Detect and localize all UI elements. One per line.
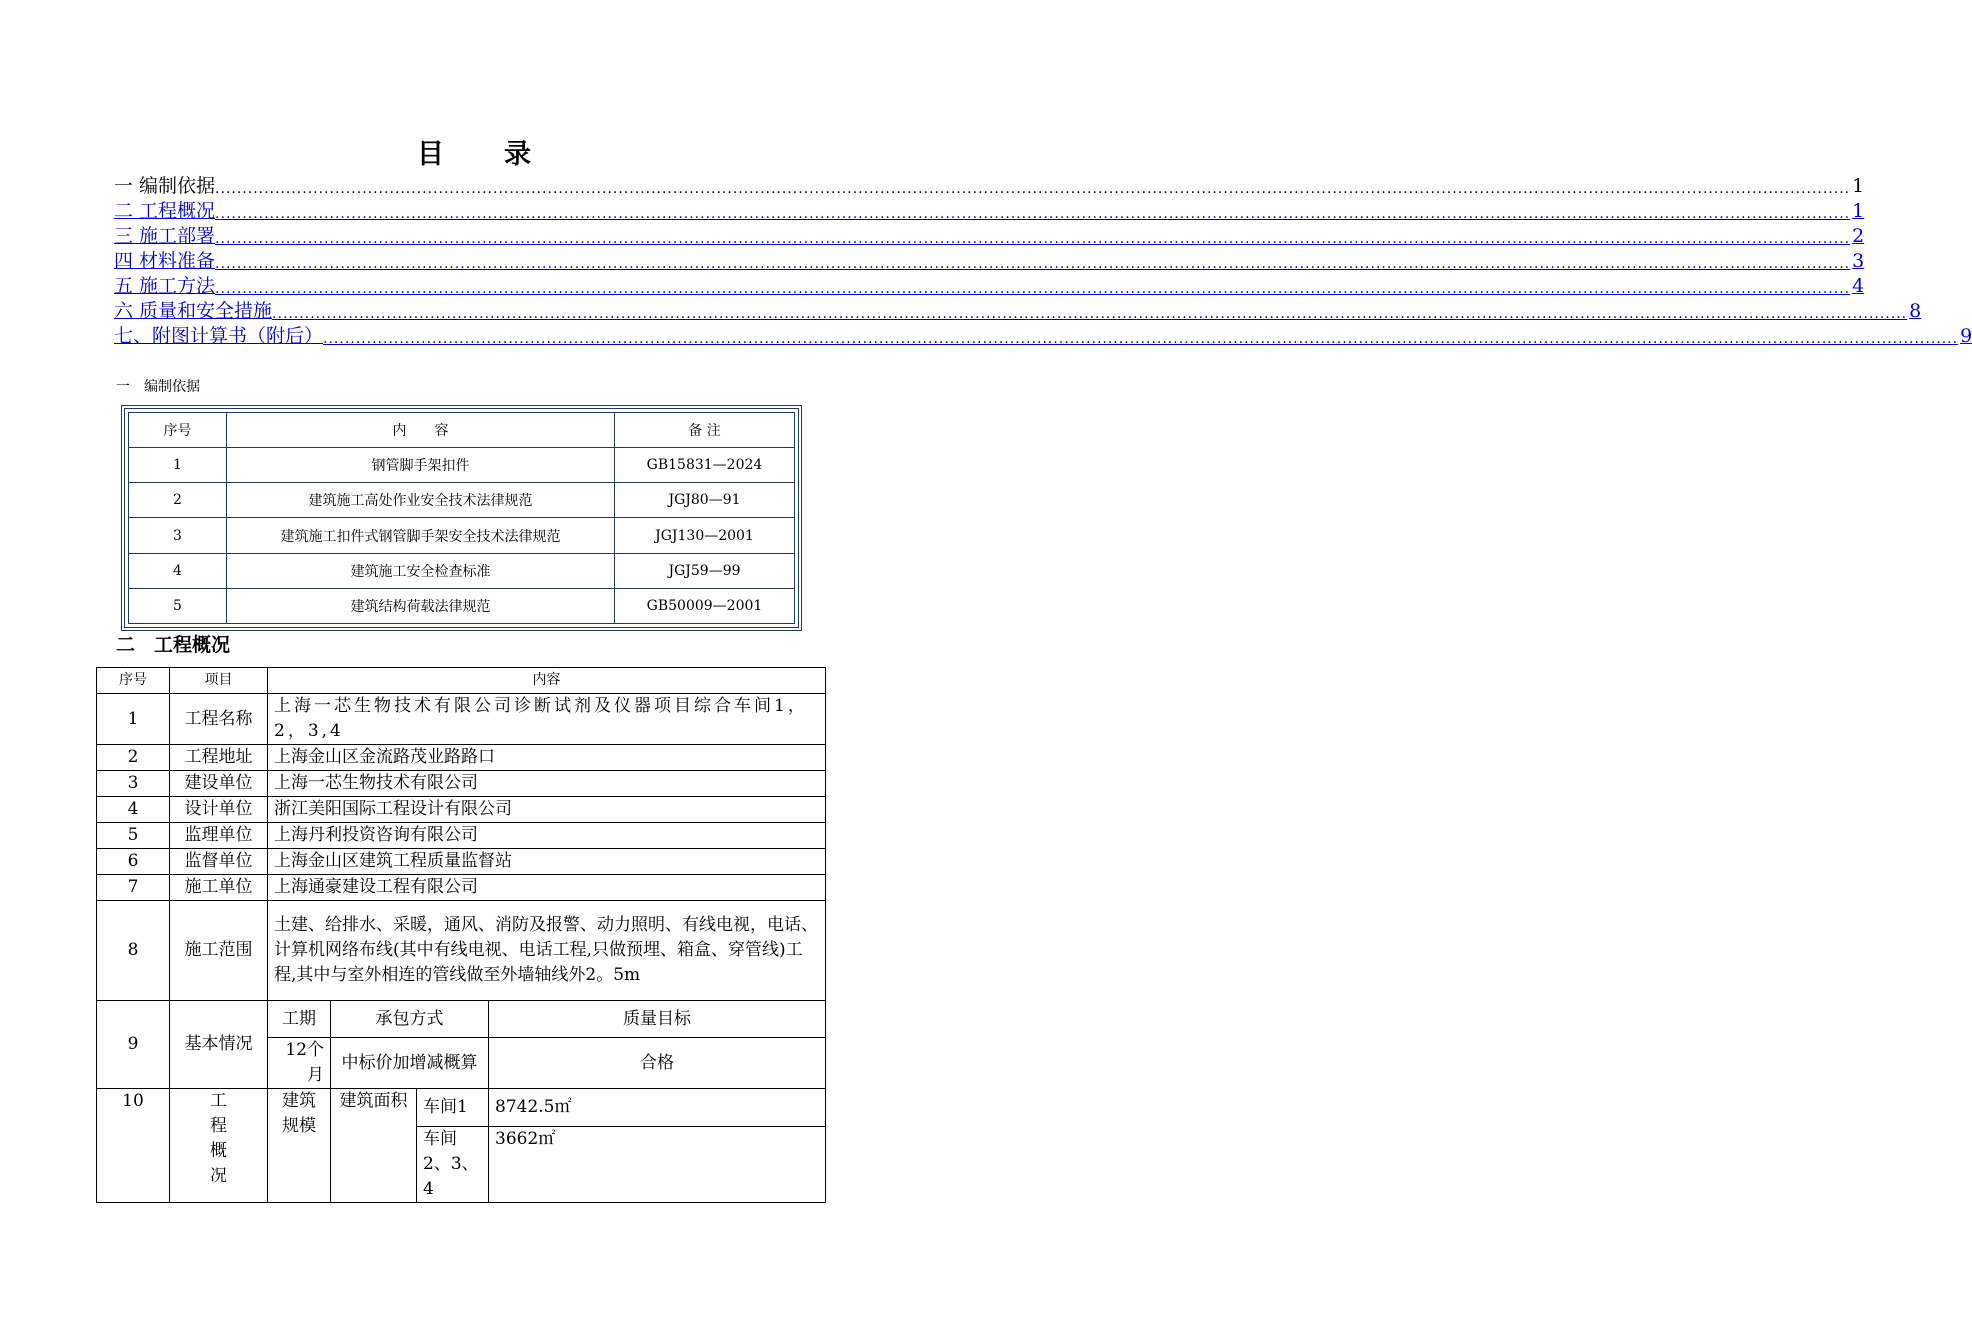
row-content: 上海一芯生物技术有限公司 [268, 771, 826, 797]
table-row [97, 1089, 826, 1127]
table-row [129, 553, 795, 588]
table-row [97, 1001, 826, 1038]
header-remark: 备 注 [615, 413, 795, 448]
row-no: 5 [129, 588, 227, 623]
row-item: 工程名称 [170, 694, 268, 745]
toc-entry-page: 1 [1852, 175, 1865, 197]
quality-header: 质量目标 [489, 1001, 826, 1038]
toc-entry-label: 四 材料准备 [114, 250, 216, 272]
toc-leader-dots: ............................................................................................................................................................................................................................................................................................................ [215, 206, 1851, 222]
workshop-1-label: 车间1 [417, 1089, 489, 1127]
quality-value: 合格 [489, 1038, 826, 1089]
row-no: 10 [97, 1089, 170, 1203]
table-header-row [97, 668, 826, 694]
row-no: 2 [129, 483, 227, 518]
row-no: 4 [129, 553, 227, 588]
toc-entry[interactable] [114, 249, 1865, 274]
row-content: 浙江美阳国际工程设计有限公司 [268, 797, 826, 823]
toc-leader-dots: ............................................................................................................................................................................................................................................................................................................ [215, 181, 1851, 197]
toc-entry-label: 五 施工方法 [114, 275, 216, 297]
row-no: 6 [97, 849, 170, 875]
row-no: 5 [97, 823, 170, 849]
table-of-contents [114, 174, 1972, 349]
row-content: 建筑施工安全检查标准 [227, 553, 615, 588]
row-content: 建筑施工扣件式钢管脚手架安全技术法律规范 [227, 518, 615, 553]
row-item: 建设单位 [170, 771, 268, 797]
header-no: 序号 [129, 413, 227, 448]
toc-entry[interactable] [114, 224, 1865, 249]
row-no: 1 [129, 448, 227, 483]
row-no: 2 [97, 745, 170, 771]
toc-entry[interactable] [114, 299, 1922, 324]
toc-entry-page: 1 [1852, 200, 1865, 222]
contract-value: 中标价加增减概算 [331, 1038, 489, 1089]
workshop-2-4-label: 车间2、3、4 [417, 1127, 489, 1203]
toc-entry-page: 8 [1909, 300, 1922, 322]
toc-leader-dots: ............................................................................................................................................................................................................................................................................................................ [215, 231, 1851, 247]
row-no: 1 [97, 694, 170, 745]
workshop-2-4-area: 3662㎡ [489, 1127, 826, 1203]
row-item: 工程地址 [170, 745, 268, 771]
row-code: JGJ80—91 [615, 483, 795, 518]
toc-leader-dots: ............................................................................................................................................................................................................................................................................................................ [323, 331, 1959, 347]
toc-entry[interactable] [114, 274, 1865, 299]
toc-entry-page: 4 [1852, 275, 1865, 297]
row-code: JGJ130—2001 [615, 518, 795, 553]
table-row [97, 797, 826, 823]
table-row [97, 694, 826, 745]
row-content: 建筑施工高处作业安全技术法律规范 [227, 483, 615, 518]
building-area-label: 建筑面积 [331, 1089, 417, 1203]
toc-leader-dots: ............................................................................................................................................................................................................................................................................................................ [215, 256, 1851, 272]
toc-entry-label: 六 质量和安全措施 [114, 300, 273, 322]
workshop-1-area: 8742.5㎡ [489, 1089, 826, 1127]
toc-entry-page: 3 [1852, 250, 1865, 272]
row-no: 8 [97, 901, 170, 1001]
row-code: GB15831—2024 [615, 448, 795, 483]
toc-leader-dots: ............................................................................................................................................................................................................................................................................................................ [272, 306, 1908, 322]
toc-entry-label: 一 编制依据 [114, 175, 216, 197]
row-item: 监督单位 [170, 849, 268, 875]
row-no: 3 [97, 771, 170, 797]
table-row [97, 849, 826, 875]
header-content: 内容 [268, 668, 826, 694]
table-row [97, 771, 826, 797]
row-item: 施工单位 [170, 875, 268, 901]
toc-leader-dots: ............................................................................................................................................................................................................................................................................................................ [215, 281, 1851, 297]
row-item: 基本情况 [170, 1001, 268, 1089]
page-title: 目 录 [417, 139, 533, 170]
row-item: 施工范围 [170, 901, 268, 1001]
table-row [97, 823, 826, 849]
table-row [129, 483, 795, 518]
table-row [97, 745, 826, 771]
row-item: 设计单位 [170, 797, 268, 823]
header-content: 内 容 [227, 413, 615, 448]
table-row [129, 588, 795, 623]
row-content: 上海金山区金流路茂业路路口 [268, 745, 826, 771]
toc-entry-label: 七、附图计算书（附后） [114, 325, 324, 347]
toc-entry[interactable] [114, 324, 1972, 349]
row-item: 工程概况 [170, 1089, 268, 1203]
row-item: 监理单位 [170, 823, 268, 849]
row-code: GB50009—2001 [615, 588, 795, 623]
table-row [97, 875, 826, 901]
section2-heading: 二 工程概况 [116, 634, 231, 656]
toc-entry-page: 2 [1852, 225, 1865, 247]
standards-table [128, 412, 795, 624]
toc-entry [114, 174, 1865, 199]
project-overview-table [96, 667, 826, 1203]
row-code: JGJ59—99 [615, 553, 795, 588]
table-row [97, 901, 826, 1001]
row-content: 钢管脚手架扣件 [227, 448, 615, 483]
toc-entry-label: 三 施工部署 [114, 225, 216, 247]
toc-entry-page: 9 [1960, 325, 1972, 347]
row-no: 3 [129, 518, 227, 553]
table-row [129, 518, 795, 553]
section1-heading: 一 编制依据 [116, 379, 200, 395]
row-no: 9 [97, 1001, 170, 1089]
toc-entry-label: 二 工程概况 [114, 200, 216, 222]
header-no: 序号 [97, 668, 170, 694]
table-row [129, 448, 795, 483]
row-content: 上海金山区建筑工程质量监督站 [268, 849, 826, 875]
period-header: 工期 [268, 1001, 331, 1038]
row-no: 7 [97, 875, 170, 901]
table-header-row [129, 413, 795, 448]
row-content: 上海丹利投资咨询有限公司 [268, 823, 826, 849]
building-scale: 建筑规模 [268, 1089, 331, 1203]
header-item: 项目 [170, 668, 268, 694]
contract-header: 承包方式 [331, 1001, 489, 1038]
toc-entry[interactable] [114, 199, 1865, 224]
row-content: 土建、给排水、采暖，通风、消防及报警、动力照明、有线电视，电话、计算机网络布线(其中有线电视、电话工程,只做预埋、箱盒、穿管线)工程,其中与室外相连的管线做至外墙轴线外2。5m [268, 901, 826, 1001]
period-value: 12个月 [268, 1038, 331, 1089]
row-content: 建筑结构荷载法律规范 [227, 588, 615, 623]
standards-table-frame [121, 405, 802, 631]
row-content: 上海通豪建设工程有限公司 [268, 875, 826, 901]
row-no: 4 [97, 797, 170, 823]
row-content: 上海一芯生物技术有限公司诊断试剂及仪器项目综合车间1，2，3,4 [268, 694, 826, 745]
